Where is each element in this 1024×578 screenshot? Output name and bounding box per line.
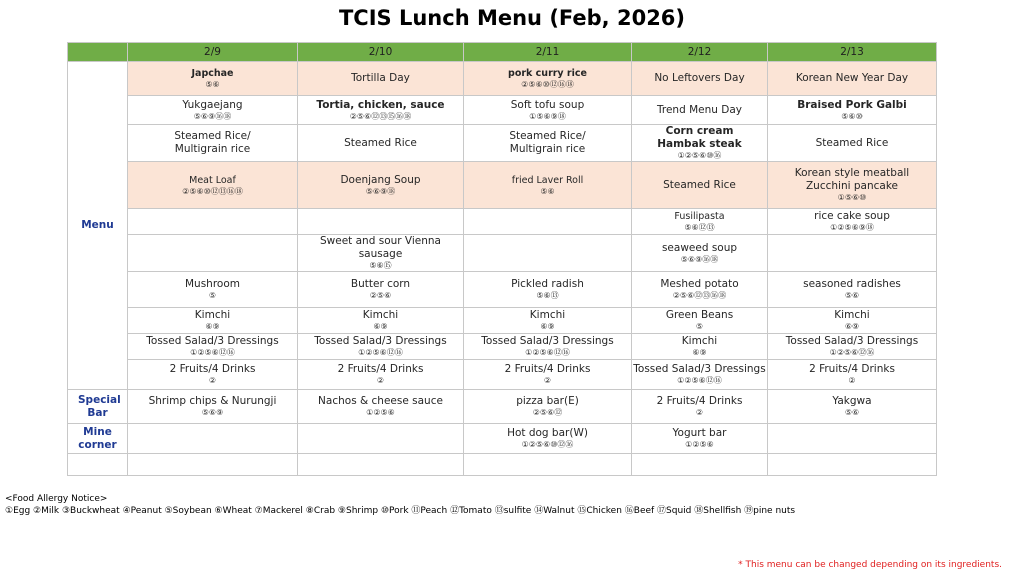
dish-name: Corn cream Hambak steak [657,125,742,150]
menu-cell [768,424,937,454]
allergen-codes: ⑥⑨ [205,322,220,331]
menu-cell [768,360,937,390]
dish-name: seasoned radishes [803,278,901,290]
menu-cell [298,390,464,424]
dish-name: Mushroom [184,278,240,290]
menu-row [68,308,937,334]
dish-name: pizza bar(E) [516,395,579,407]
dish-name: 2 Fruits/4 Drinks [169,363,256,375]
menu-cell [298,96,464,125]
allergen-codes: ②⑤⑥⑩⑫⑬⑯⑱ [182,186,243,196]
menu-cell [768,272,937,308]
menu-cell [632,125,768,162]
allergen-codes: ①②⑤⑥⑫⑯ [190,348,235,357]
menu-cell [464,390,632,424]
menu-cell [298,360,464,390]
dish-name: Tossed Salad/3 Dressings [633,363,766,375]
menu-cell [632,209,768,235]
dish-name: Sweet and sour Vienna sausage [320,235,441,260]
dish-name: 2 Fruits/4 Drinks [809,363,895,375]
allergen-codes: ⑥⑨ [692,348,707,357]
menu-row [68,209,937,235]
menu-cell [768,308,937,334]
dish-name: Steamed Rice [344,136,417,149]
dish-name: Steamed Rice/ Multigrain rice [174,130,251,155]
allergen-codes: ⑤⑥⑩ [841,111,863,121]
empty-cell [298,454,464,476]
menu-cell [128,96,298,125]
menu-cell [632,334,768,360]
menu-cell [632,62,768,96]
page-title: TCIS Lunch Menu (Feb, 2026) [338,6,686,30]
menu-cell [464,308,632,334]
allergen-codes: ② [543,376,552,385]
date-header: 2/12 [632,43,768,62]
dish-name: Kimchi [362,309,399,321]
allergen-codes: ⑤⑥ [205,80,220,89]
menu-cell [464,272,632,308]
menu-cell [128,390,298,424]
dish-name: Doenjang Soup [340,173,421,186]
menu-cell [128,235,298,272]
empty-cell [464,454,632,476]
allergy-notice-heading: <Food Allergy Notice> [5,494,108,504]
menu-cell [464,334,632,360]
menu-cell [128,334,298,360]
allergen-codes: ①②⑤⑥⑫⑯ [525,348,570,357]
allergen-codes: ⑤⑥⑨ [201,408,224,417]
section-label-mine-corner: Mine corner [68,424,128,454]
allergen-codes: ② [208,376,217,385]
menu-cell [128,162,298,209]
empty-row [68,454,937,476]
dish-name: No Leftovers Day [654,72,745,84]
dish-name: Tossed Salad/3 Dressings [314,335,447,347]
date-header-row [68,43,937,62]
menu-cell [298,308,464,334]
dish-name: Tossed Salad/3 Dressings [785,335,919,347]
dish-name: Korean style meatball Zucchini pancake [794,167,910,192]
menu-cell [128,308,298,334]
menu-cell [632,424,768,454]
empty-cell [128,454,298,476]
dish-name: 2 Fruits/4 Drinks [504,363,591,375]
dish-name: Hot dog bar(W) [507,427,588,439]
allergen-codes: ② [695,408,704,417]
header-corner [68,43,128,62]
menu-row [68,125,937,162]
dish-name: Fusilipasta [674,211,725,222]
allergen-codes: ①⑤⑥⑩ [837,193,867,202]
menu-cell [768,96,937,125]
dish-name: Nachos & cheese sauce [318,395,443,407]
menu-cell [768,125,937,162]
menu-cell [632,308,768,334]
dish-name: 2 Fruits/4 Drinks [337,363,424,375]
dish-name: rice cake soup [814,210,890,222]
menu-cell [464,162,632,209]
dish-name: Kimchi [834,309,870,321]
menu-cell [128,424,298,454]
menu-cell [768,334,937,360]
date-header: 2/10 [298,43,464,62]
dish-name: Kimchi [194,309,231,321]
menu-cell [768,390,937,424]
allergen-codes: ①②⑤⑥⑩⑯ [677,151,722,160]
menu-cell [298,334,464,360]
allergen-codes: ①②⑤⑥⑫⑯ [358,348,403,357]
allergen-codes: ⑤⑥⑨⑱ [365,186,396,196]
allergen-codes: ②⑤⑥⑩⑫⑯⑱ [521,80,574,89]
dish-name: seaweed soup [661,241,738,254]
menu-cell [298,162,464,209]
allergen-codes: ⑥⑨ [844,322,860,331]
allergen-codes: ② [376,376,385,385]
dish-name: Meat Loaf [189,174,236,186]
menu-cell [298,209,464,235]
allergen-codes: ②⑤⑥⑫ [532,408,563,417]
dish-name: Steamed Rice/ Multigrain rice [509,130,586,155]
dish-name: Tossed Salad/3 Dressings [481,335,614,347]
dish-name: Japchae [191,68,234,79]
footnote: * This menu can be changed depending on its ingredients. [738,560,1002,570]
allergy-notice [5,493,795,517]
date-header: 2/11 [464,43,632,62]
dish-name: Yogurt bar [672,427,727,439]
allergy-notice-list: ①Egg ②Milk ③Buckwheat ④Peanut ⑤Soybean ⑥Wheat ⑦Mackerel ⑧Crab ⑨Shrimp ⑩Pork ⑪Peach ⑫Tomato ⑬sulfite ⑭Walnut ⑮Chicken ⑯Beef ⑰Squid ⑱Shellfish ⑲pine nuts [5,506,796,516]
menu-cell [298,125,464,162]
menu-cell [632,390,768,424]
menu-cell [632,96,768,125]
dish-name: Tossed Salad/3 Dressings [146,335,279,347]
empty-cell [632,454,768,476]
menu-row [68,96,937,125]
allergen-codes: ⑥⑨ [540,322,555,331]
dish-name: Steamed Rice [663,178,736,191]
allergen-codes: ①⑤⑥⑨⑱ [529,111,566,121]
allergen-codes: ⑤ [695,322,704,331]
dish-name: Korean New Year Day [795,72,909,84]
allergen-codes: ②⑤⑥⑫⑬⑯⑱ [672,291,727,300]
menu-row [68,360,937,390]
dish-name: Butter corn [350,278,411,290]
allergen-codes: ①②⑤⑥ [366,408,395,417]
allergen-codes: ①②⑤⑥⑫⑯ [829,348,875,357]
allergen-codes: ①②⑤⑥⑩⑫⑯ [521,440,574,449]
menu-cell [128,360,298,390]
menu-cell [768,209,937,235]
allergen-codes: ⑤⑥ [540,186,555,196]
menu-cell [632,162,768,209]
menu-cell [464,209,632,235]
menu-cell [464,125,632,162]
allergen-codes: ①②⑤⑥ [685,440,714,449]
dish-name: Steamed Rice [815,136,889,149]
menu-cell [464,96,632,125]
menu-cell [464,235,632,272]
allergen-codes: ⑤⑥⑮ [369,261,392,270]
dish-name: Yakgwa [832,395,872,407]
dish-name: 2 Fruits/4 Drinks [656,395,743,407]
menu-row [68,62,937,96]
empty-cell [68,454,128,476]
allergen-codes: ⑤⑥⑨⑯⑱ [680,254,719,264]
allergen-codes: ②⑤⑥ [369,291,392,300]
dish-name: Kimchi [681,335,718,347]
dish-name: Braised Pork Galbi [797,98,907,111]
special-bar-row [68,390,937,424]
allergen-codes: ⑤⑥ [844,291,860,300]
lunch-menu-table [67,42,937,476]
dish-name: pork curry rice [508,68,587,79]
dish-name: fried Laver Roll [511,174,584,186]
menu-cell [128,62,298,96]
menu-cell [298,62,464,96]
menu-cell [632,360,768,390]
allergen-codes: ⑥⑨ [373,322,388,331]
menu-cell [632,272,768,308]
menu-cell [128,209,298,235]
allergen-codes: ⑤⑥ [844,408,860,417]
allergen-codes: ①②⑤⑥⑫⑯ [677,376,722,385]
menu-row [68,272,937,308]
menu-cell [128,272,298,308]
empty-cell [768,454,937,476]
menu-cell [298,235,464,272]
menu-cell [298,272,464,308]
menu-cell [298,424,464,454]
allergen-codes: ② [848,376,856,385]
menu-row [68,162,937,209]
section-label-menu: Menu [68,62,128,390]
dish-name: Green Beans [665,309,734,321]
dish-name: Soft tofu soup [510,98,585,111]
dish-name: Tortia, chicken, sauce [316,98,445,111]
allergen-codes: ⑤⑥⑨⑯⑱ [193,111,232,121]
menu-cell [464,424,632,454]
allergen-codes: ⑤⑥⑫⑬ [684,223,715,232]
menu-cell [632,235,768,272]
menu-row [68,235,937,272]
dish-name: Pickled radish [511,278,584,290]
mine-corner-row [68,424,937,454]
dish-name: Trend Menu Day [657,103,742,116]
allergen-codes: ①②⑤⑥⑨⑱ [830,223,874,232]
section-label-special-bar: Special Bar [68,390,128,424]
dish-name: Meshed potato [660,278,739,290]
dish-name: Yukgaejang [182,98,243,111]
menu-row [68,334,937,360]
allergen-codes: ⑤ [208,291,217,300]
menu-cell [768,162,937,209]
date-header: 2/13 [768,43,937,62]
menu-cell [128,125,298,162]
allergen-codes: ②⑤⑥⑫⑬⑮⑯⑱ [349,111,412,121]
menu-cell [768,235,937,272]
menu-cell [768,62,937,96]
dish-name: Kimchi [529,309,566,321]
menu-cell [464,360,632,390]
dish-name: Tortilla Day [351,72,410,84]
allergen-codes: ⑤⑥⑬ [536,291,559,300]
date-header: 2/9 [128,43,298,62]
menu-cell [464,62,632,96]
dish-name: Shrimp chips & Nurungji [148,395,277,407]
